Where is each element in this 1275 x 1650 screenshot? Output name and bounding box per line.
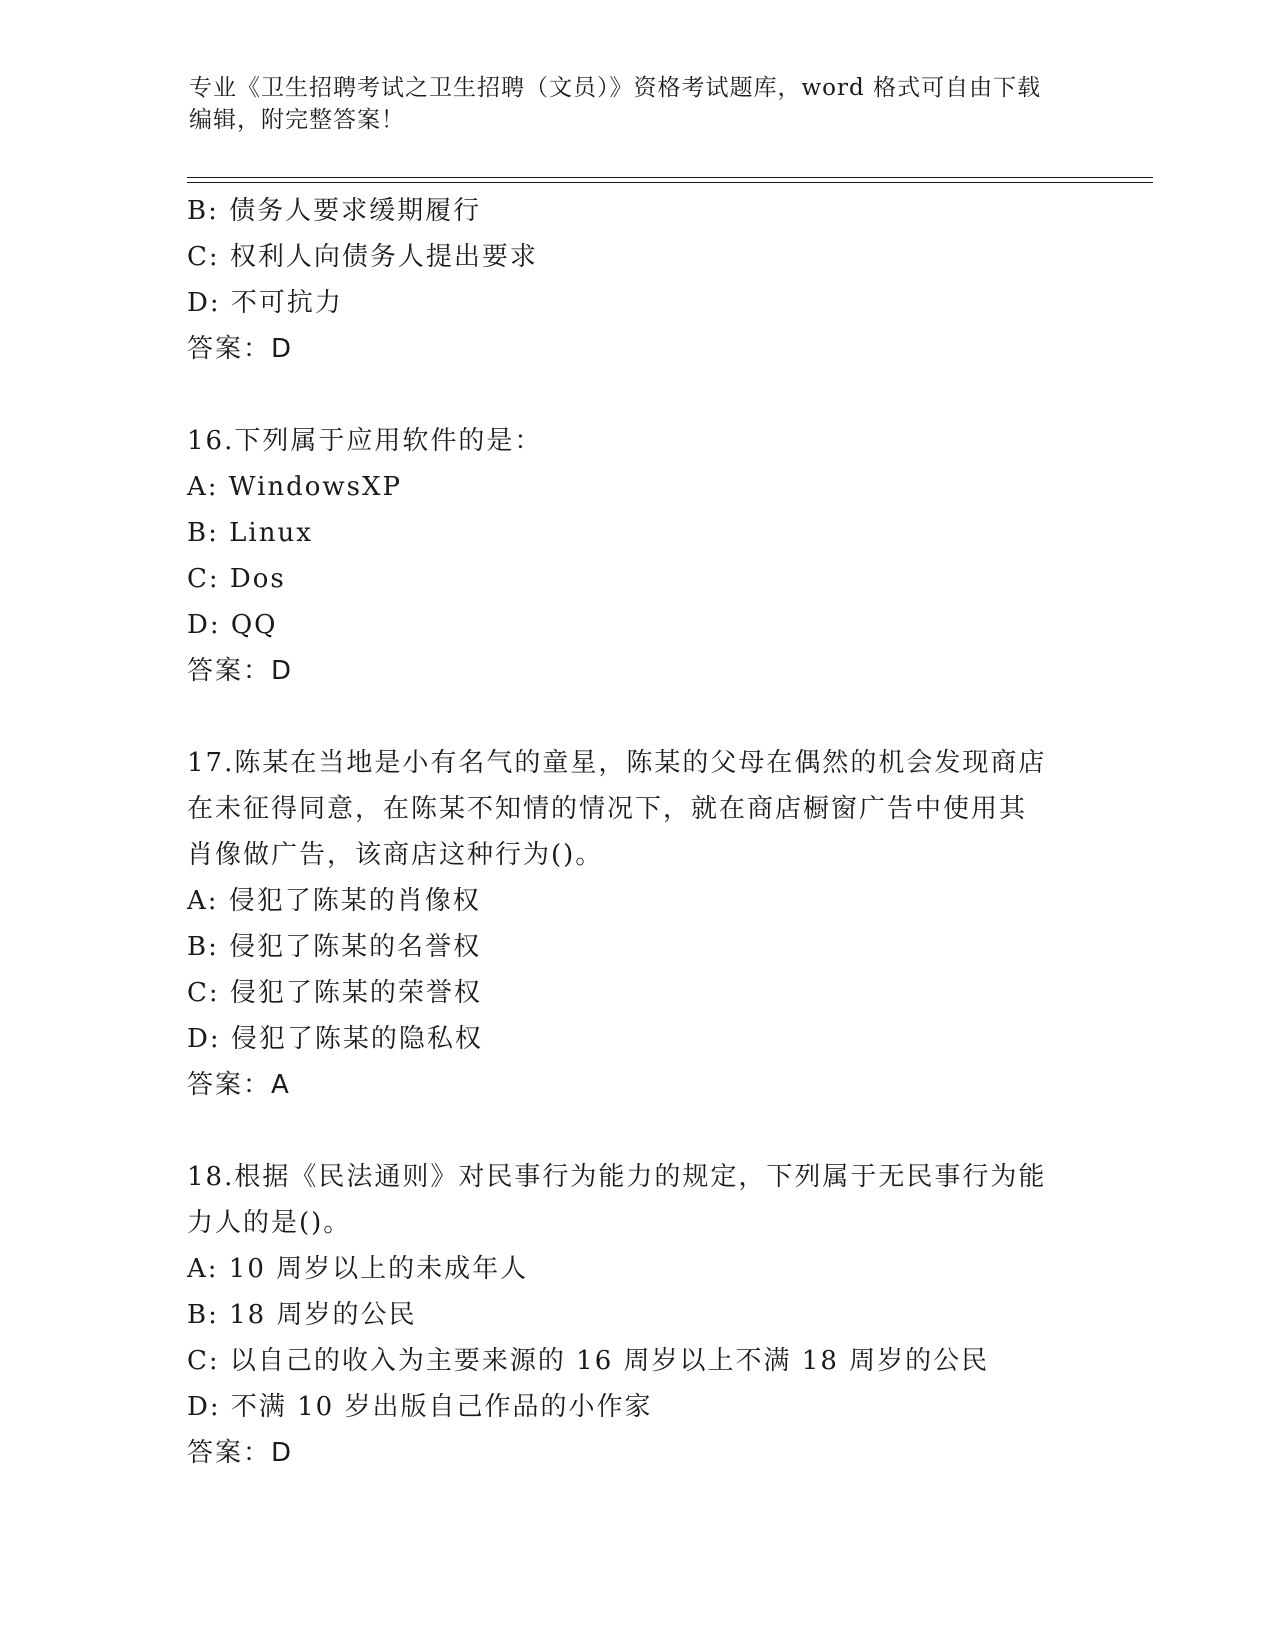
option-c: C: 侵犯了陈某的荣誉权 bbox=[187, 978, 482, 1008]
spacer bbox=[187, 372, 1087, 418]
option-b: B: 18 周岁的公民 bbox=[187, 1300, 417, 1330]
question-18 bbox=[187, 1154, 1087, 1476]
question-16 bbox=[187, 418, 1087, 694]
option-d: D: QQ bbox=[187, 610, 278, 640]
answer-line: 答案：D bbox=[187, 1438, 294, 1468]
question-stem: 16.下列属于应用软件的是： bbox=[187, 426, 543, 456]
option-d: D: 不满 10 岁出版自己作品的小作家 bbox=[187, 1392, 653, 1422]
option-b: B: 债务人要求缓期履行 bbox=[187, 196, 482, 226]
option-c: C: 以自己的收入为主要来源的 16 周岁以上不满 18 周岁的公民 bbox=[187, 1346, 990, 1376]
option-a: A: 侵犯了陈某的肖像权 bbox=[187, 886, 481, 916]
option-c: C: 权利人向债务人提出要求 bbox=[187, 242, 538, 272]
question-content bbox=[187, 188, 1087, 1476]
question-17 bbox=[187, 740, 1087, 1108]
option-b: B: Linux bbox=[187, 518, 313, 548]
option-c: C: Dos bbox=[187, 564, 286, 594]
option-a: A: 10 周岁以上的未成年人 bbox=[187, 1254, 529, 1284]
question-stem-line-3: 肖像做广告，该商店这种行为()。 bbox=[187, 840, 604, 870]
option-d: D: 不可抗力 bbox=[187, 288, 343, 318]
question-stem-line-1: 17.陈某在当地是小有名气的童星，陈某的父母在偶然的机会发现商店 bbox=[187, 748, 1047, 778]
answer-line: 答案：A bbox=[187, 1070, 291, 1100]
answer-line: 答案：D bbox=[187, 334, 294, 364]
header-divider-top bbox=[187, 177, 1153, 178]
question-stem-line-2: 力人的是()。 bbox=[187, 1208, 352, 1238]
spacer bbox=[187, 1108, 1087, 1154]
question-stem-line-2: 在未征得同意，在陈某不知情的情况下，就在商店橱窗广告中使用其 bbox=[187, 794, 1028, 824]
answer-line: 答案：D bbox=[187, 656, 294, 686]
header-line-1: 专业《卫生招聘考试之卫生招聘（文员）》资格考试题库，word 格式可自由下载 bbox=[189, 75, 1042, 101]
question-stem-line-1: 18.根据《民法通则》对民事行为能力的规定，下列属于无民事行为能 bbox=[187, 1162, 1047, 1192]
header-line-2: 编辑，附完整答案！ bbox=[189, 107, 405, 133]
option-b: B: 侵犯了陈某的名誉权 bbox=[187, 932, 482, 962]
header-divider-bottom bbox=[187, 182, 1153, 183]
spacer bbox=[187, 694, 1087, 740]
question-15-continued bbox=[187, 188, 1087, 372]
option-d: D: 侵犯了陈某的隐私权 bbox=[187, 1024, 483, 1054]
option-a: A: WindowsXP bbox=[187, 472, 403, 502]
document-header bbox=[189, 72, 1089, 136]
